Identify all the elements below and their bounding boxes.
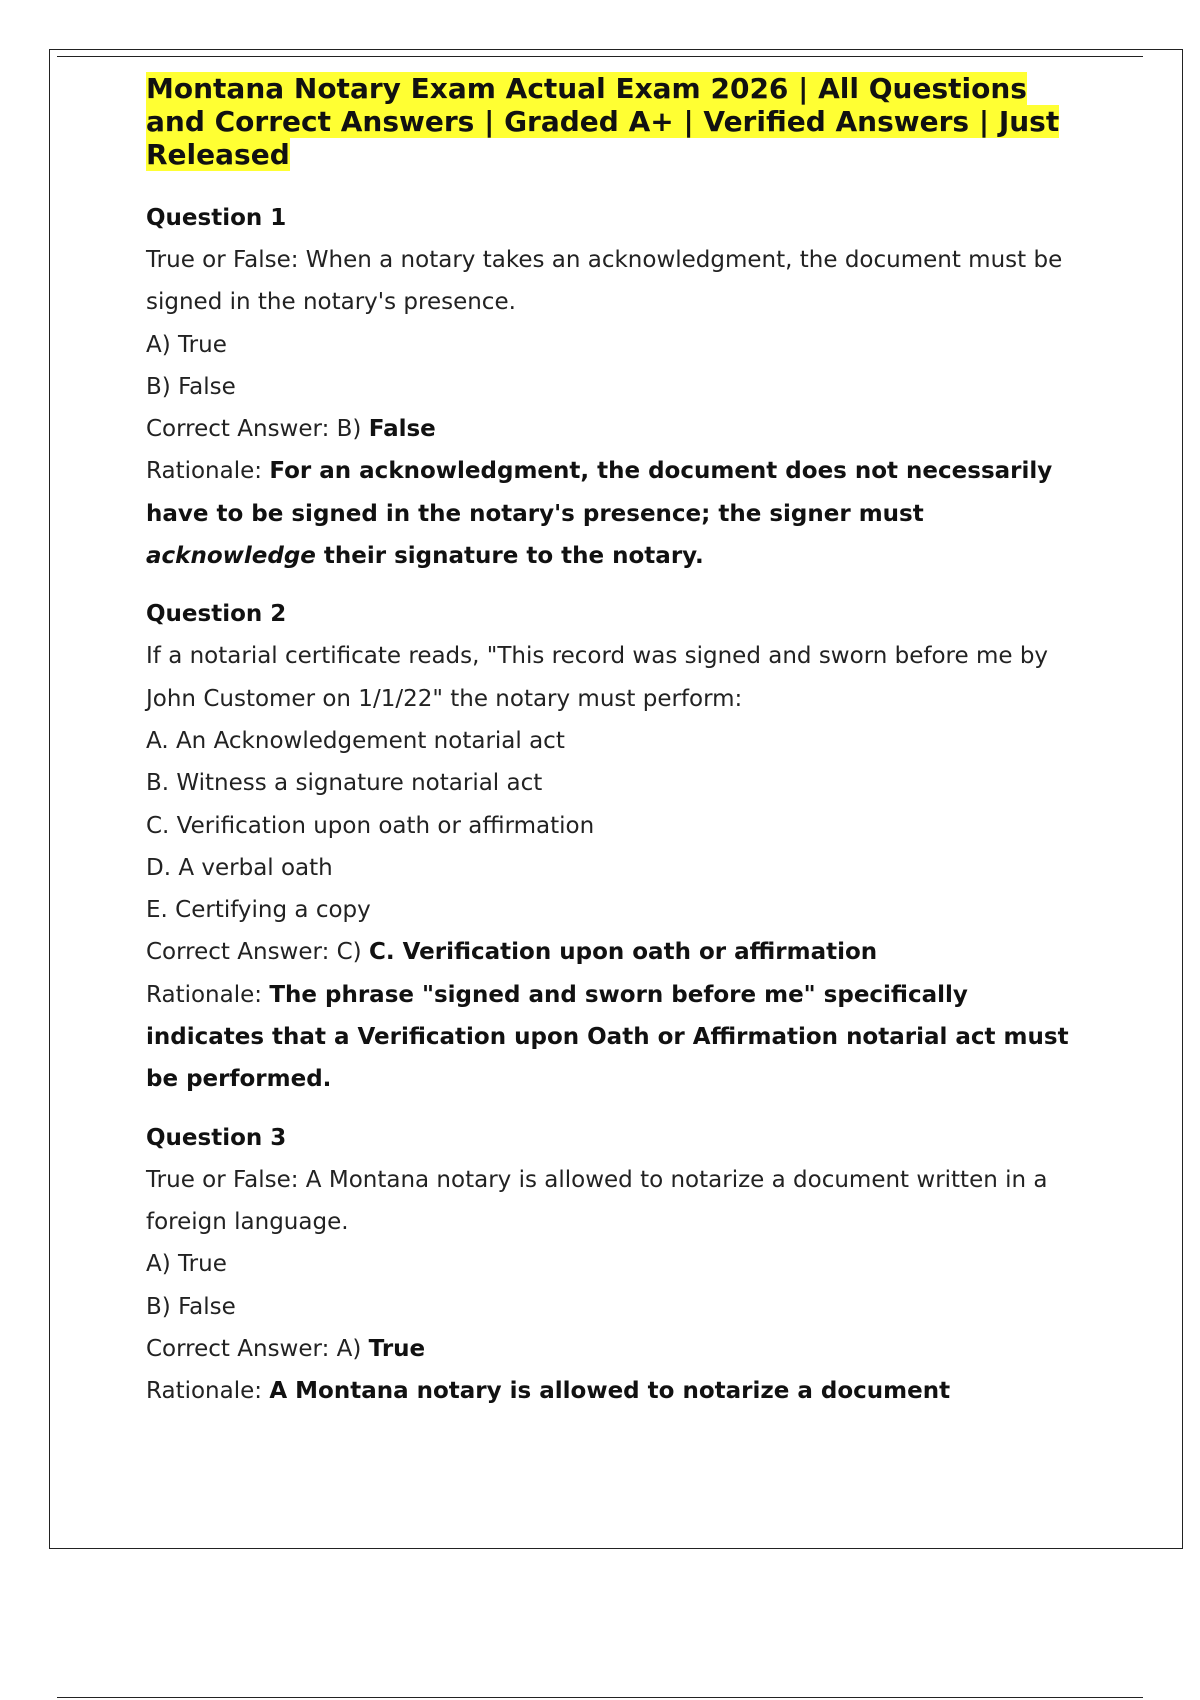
question-2-prompt: If a notarial certificate reads, "This record was signed and sworn before me by John Customer on 1/1/22" the notary must perform:: [146, 643, 1049, 712]
question-2: [146, 593, 1086, 1100]
question-1-correct-answer: [146, 408, 1086, 450]
question-3-correct-answer: [146, 1328, 1086, 1370]
question-3: [146, 1117, 1086, 1413]
document-content: [146, 72, 1086, 1428]
question-1-answer-prefix: Correct Answer: B): [146, 416, 369, 443]
question-2-answer-text: C. Verification upon oath or affirmation: [368, 939, 878, 966]
question-2-rationale-label: Rationale:: [146, 981, 270, 1008]
question-3-rationale: [146, 1370, 1086, 1412]
question-2-option-b: B. Witness a signature notarial act: [146, 770, 543, 797]
next-page-top-rule: [57, 1697, 1143, 1698]
question-3-heading: Question 3: [146, 1124, 287, 1151]
question-3-answer-text: True: [368, 1335, 426, 1362]
question-1-rationale: [146, 450, 1086, 577]
question-3-prompt: True or False: A Montana notary is allowed to notarize a document written in a foreign language.: [146, 1166, 1048, 1235]
question-1-heading: Question 1: [146, 205, 287, 231]
question-1-answer-text: False: [368, 416, 436, 443]
question-3-option-b: B) False: [146, 1293, 236, 1320]
question-1-rationale-emphasis: acknowledge: [146, 543, 316, 570]
question-2-rationale-text: The phrase "signed and sworn before me" specifically indicates that a Verification upon Oath or Affirmation notarial act must be performed.: [146, 981, 1069, 1093]
question-1: [146, 197, 1086, 577]
question-2-option-d: D. A verbal oath: [146, 854, 333, 881]
document-title: [146, 72, 1086, 171]
question-3-answer-prefix: Correct Answer: A): [146, 1335, 369, 1362]
question-2-answer-prefix: Correct Answer: C): [146, 939, 369, 966]
question-1-option-b: B) False: [146, 373, 236, 400]
question-1-rationale-label: Rationale:: [146, 458, 270, 485]
question-3-rationale-text: A Montana notary is allowed to notarize a document: [269, 1378, 951, 1405]
document-title-text: Montana Notary Exam Actual Exam 2026 | All Questions and Correct Answers | Graded A+ | Verified Answers | Just Released: [146, 72, 1060, 171]
question-2-option-c: C. Verification upon oath or affirmation: [146, 812, 595, 839]
question-2-rationale: [146, 974, 1086, 1101]
question-1-rationale-part2: their signature to the notary.: [315, 543, 704, 570]
question-3-rationale-label: Rationale:: [146, 1378, 270, 1405]
question-2-option-a: A. An Acknowledgement notarial act: [146, 727, 565, 754]
question-3-option-a: A) True: [146, 1251, 227, 1278]
question-1-rationale-part1: For an acknowledgment, the document does not necessarily have to be signed in the notary's presence; the signer must: [146, 458, 1053, 527]
question-2-correct-answer: [146, 931, 1086, 973]
question-2-option-e: E. Certifying a copy: [146, 897, 371, 924]
question-1-option-a: A) True: [146, 331, 227, 358]
question-2-heading: Question 2: [146, 601, 287, 628]
question-1-prompt: True or False: When a notary takes an acknowledgment, the document must be signed in the notary's presence.: [146, 247, 1063, 316]
